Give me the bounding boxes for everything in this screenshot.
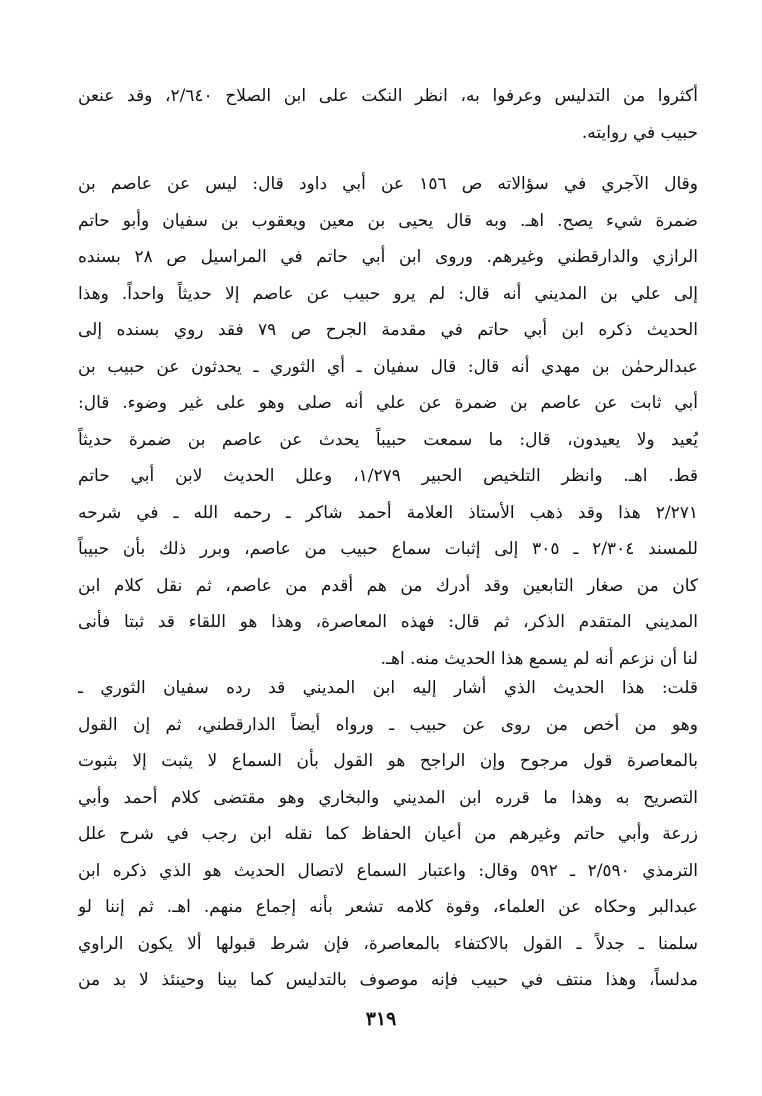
text-line: ضمرة شيء يصح. اهـ. وبه قال يحيى بن معين ويعقوب بن سفيان وأبو حاتم [78, 210, 698, 231]
text-line: قط. اهـ. وانظر التلخيص الحبير ١/٢٧٩، وعلل الحديث لابن أبي حاتم [78, 466, 698, 486]
paragraph-1 [78, 78, 698, 151]
paragraph-2 [78, 166, 698, 677]
text-line: عبدالبر وحكاه عن العلماء، وقوة كلامه تشعر بأنه إجماع منهم. اهـ. ثم إننا لو [78, 897, 698, 917]
text-line: كان من صغار التابعين وقد أدرك من هم أقدم من عاصم، ثم نقل كلام ابن [78, 575, 698, 596]
text-line: للمسند ٢/٣٠٤ ـ ٣٠٥ إلى إثبات سماع حبيب من عاصم، وبرر ذلك بأن حبيباً [78, 539, 698, 559]
text-line: أبي ثابت عن عاصم بن ضمرة عن علي أنه صلى وهو على غير وضوء. قال: [78, 393, 698, 413]
text-line: وقال الآجري في سؤالاته ص ١٥٦ عن أبي داود قال: ليس عن عاصم بن [78, 174, 698, 194]
text-line: حبيب في روايته. [581, 122, 698, 143]
text-line: مدلساً، وهذا منتف في حبيب فإنه موصوف بالتدليس كما بينا وحينئذ لا بد من [78, 970, 698, 990]
text-line: الحديث ذكره ابن أبي حاتم في مقدمة الجرح ص ٧٩ فقد روي بسنده إلى [78, 320, 698, 340]
text-line: إلى علي بن المديني أنه قال: لم يرو حبيب عن عاصم إلا حديثاً واحداً. وهذا [78, 283, 698, 304]
text-line: التصريح به وهذا ما قرره ابن المديني والبخاري وهو مقتضى كلام أحمد وأبي [78, 787, 698, 808]
text-line: زرعة وأبي حاتم وغيرهم من أعيان الحفاظ كما نقله ابن رجب في شرح علل [78, 824, 698, 844]
text-line: الترمذي ٢/٥٩٠ ـ ٥٩٢ وقال: واعتبار السماع لاتصال الحديث هو الذي ذكره ابن [78, 860, 698, 881]
text-line: عبدالرحمٰن بن مهدي أنه قال: قال سفيان ـ أي الثوري ـ يحدثون عن حبيب بن [78, 356, 698, 377]
text-line: يُعيد ولا يعيدون، قال: ما سمعت حبيباً يحدث عن عاصم بن ضمرة حديثاً [78, 429, 698, 450]
text-line: سلمنا ـ جدلاً ـ القول بالاكتفاء بالمعاصرة، فإن شرط قبولها ألا يكون الراوي [78, 933, 698, 954]
text-line: لنا أن نزعم أنه لم يسمع هذا الحديث منه. اهـ. [380, 648, 698, 669]
paragraph-3 [78, 670, 698, 999]
text-line: بالمعاصرة قول مرجوح وإن الراجح هو القول بأن السماع لا يثبت إلا بثبوت [78, 751, 698, 771]
text-line: ٢/٢٧١ هذا وقد ذهب الأستاذ العلامة أحمد شاكر ـ رحمه الله ـ في شرحه [78, 502, 698, 523]
page-number: ٣١٩ [365, 1008, 397, 1030]
text-line: أكثروا من التدليس وعرفوا به، انظر النكت على ابن الصلاح ٢/٦٤٠، وقد عنعن [78, 86, 698, 106]
text-line: المديني المتقدم الذكر، ثم قال: فهذه المعاصرة، وهذا هو اللقاء قد ثبتا فأنى [78, 612, 698, 632]
text-line: قلت: هذا الحديث الذي أشار إليه ابن المديني قد رده سفيان الثوري ـ [78, 678, 698, 698]
text-line: الرازي والدارقطني وغيرهم. وروى ابن أبي حاتم في المراسيل ص ٢٨ بسنده [78, 247, 698, 267]
text-line: وهو من أخص من روى عن حبيب ـ ورواه أيضاً الدارقطني، ثم إن القول [78, 714, 698, 735]
